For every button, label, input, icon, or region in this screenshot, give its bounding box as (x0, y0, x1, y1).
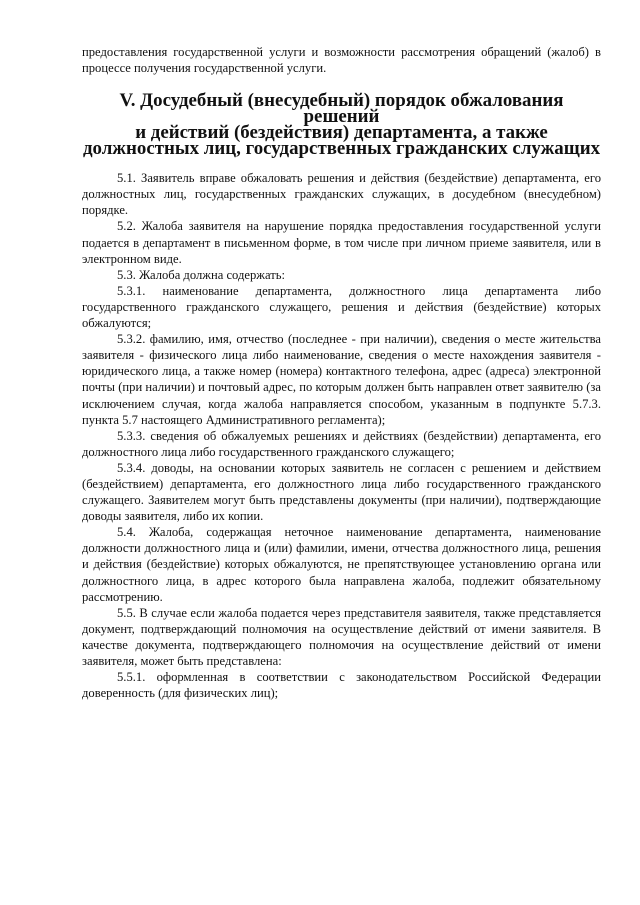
paragraph-5-5: 5.5. В случае если жалоба подается через представителя заявителя, также представляется документ, подтверждающий полномочия на осуществление действий от имени заявителя. В качестве документа, подтверждающего полномочия на осуществление действий от имени заявителя, может быть представлена: (82, 605, 601, 668)
paragraph-5-3: 5.3. Жалоба должна содержать: (117, 267, 285, 282)
paragraph-5-3-1: 5.3.1. наименование департамента, должностного лица департамента либо государственного гражданского служащего, решения и действия (бездействие) которых обжалуются; (82, 283, 601, 331)
section-heading-line: V. Досудебный (внесудебный) порядок обжалования решений (119, 90, 564, 128)
paragraph-5-4: 5.4. Жалоба, содержащая неточное наименование департамента, наименование должности должностного лица и (или) фамилии, имени, отчества должностного лица, решения и действия (бездействие) которых обжалуются, не препятствующее установлению органа или должностного лица, в адрес которого была направлена жалоба, подлежит обязательному рассмотрению. (82, 525, 601, 604)
paragraph-5-2: 5.2. Жалоба заявителя на нарушение порядка предоставления государственной услуги подается в департамент в письменном форме, в том числе при личном приеме заявителя, или в электронном виде. (82, 219, 601, 266)
section-heading-line: и действий (бездействия) департамента, а также (135, 122, 548, 144)
intro-paragraph: предоставления государственной услуги и возможности рассмотрения обращений (жалоб) в процессе получения государственной услуги. (82, 45, 601, 76)
paragraph-5-1: 5.1. Заявитель вправе обжаловать решения и действия (бездействие) департамента, его должностных лиц, государственных гражданских служащих, в досудебном (внесудебном) порядке. (82, 171, 601, 218)
paragraph-5-3-4: 5.3.4. доводы, на основании которых заявитель не согласен с решением и действием (бездействием) департамента, его должностного лица либо государственного гражданского служащего. Заявителем могут быть представлены документы (при наличии), подтверждающие доводы заявителя, либо их копии. (82, 460, 601, 524)
section-heading (82, 90, 601, 160)
section-heading-line: должностных лиц, государственных гражданских служащих (82, 138, 601, 160)
paragraph-5-3-2: 5.3.2. фамилию, имя, отчество (последнее - при наличии), сведения о месте жительства заявителя - физического лица либо наименование, сведения о месте нахождения заявителя - юридического лица, а также номер (номера) контактного телефона, адрес (адреса) электронной почты (при наличии) и почтовый адрес, по которым должен быть направлен ответ заявителю (за исключением случая, когда жалоба направляется способом, указанным в подпункте 5.7.3. пункта 5.7 настоящего Административного регламента); (82, 332, 601, 427)
document-page (82, 44, 601, 701)
paragraph-5-3-3: 5.3.3. сведения об обжалуемых решениях и действиях (бездействии) департамента, его должностного лица либо государственного гражданского служащего; (82, 428, 601, 459)
paragraph-5-5-1: 5.5.1. оформленная в соответствии с законодательством Российской Федерации доверенность (для физических лиц); (82, 670, 601, 701)
